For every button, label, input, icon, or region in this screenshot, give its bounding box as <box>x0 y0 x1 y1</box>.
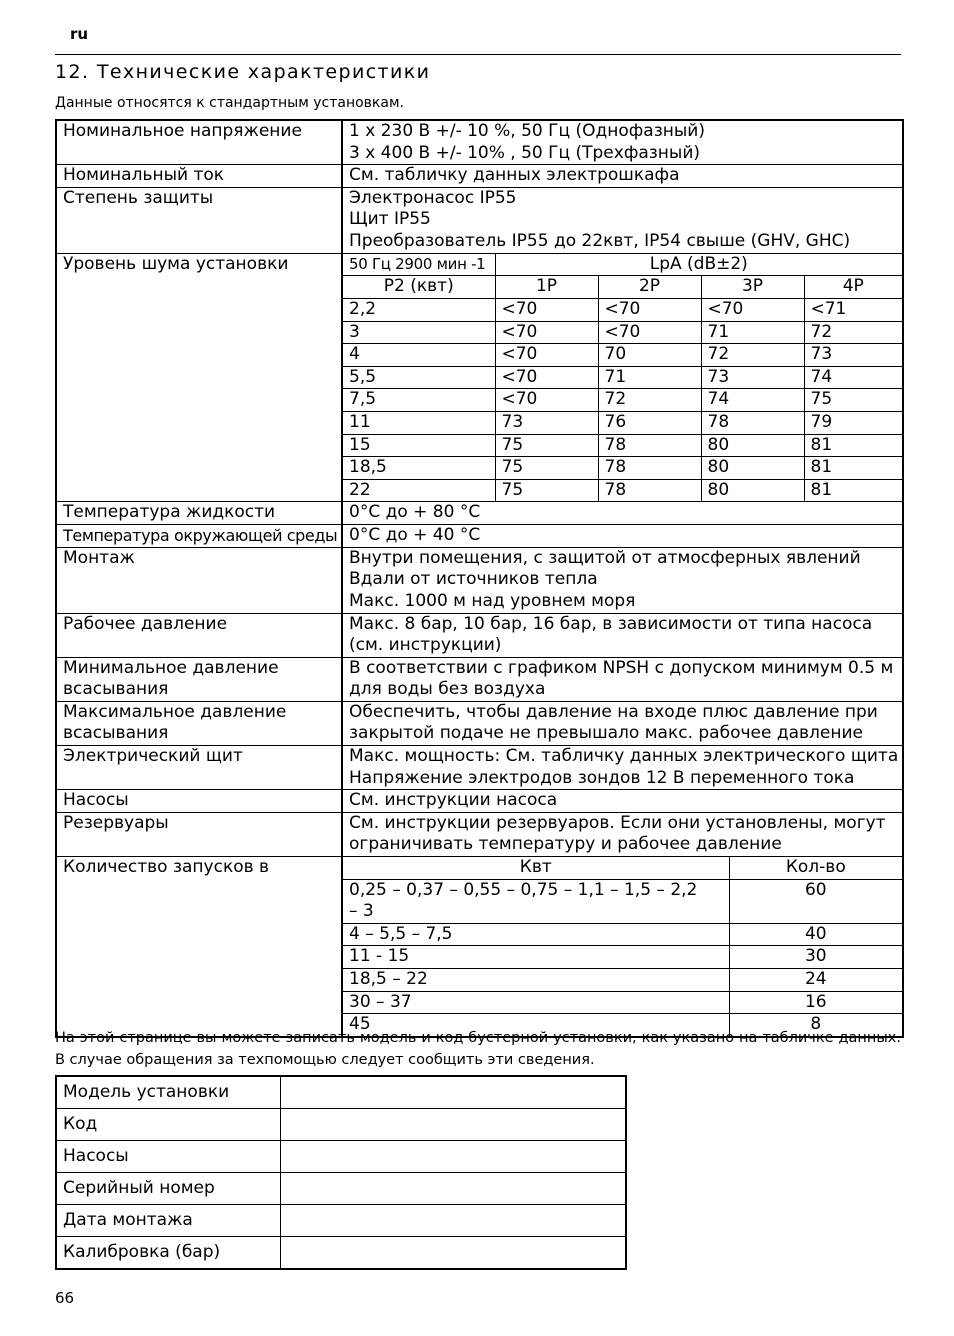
spec-row-max-suction <box>56 701 903 745</box>
starts-qty: 8 <box>729 1014 903 1037</box>
min-suction-label <box>56 657 342 701</box>
noise-header-row <box>56 253 903 276</box>
noise-value: <71 <box>804 298 903 321</box>
starts-qty-header: Кол-во <box>729 857 903 880</box>
noise-value: 70 <box>598 344 701 367</box>
noise-value: 78 <box>598 479 701 502</box>
noise-value: 80 <box>701 457 804 480</box>
noise-value: 73 <box>701 366 804 389</box>
noise-value: 75 <box>495 457 598 480</box>
protection-inverter: Преобразователь IP55 до 22квт, IP54 свыше (GHV, GHC) <box>349 230 851 251</box>
noise-value: 78 <box>598 457 701 480</box>
mounting-value <box>342 547 903 613</box>
pressure-value <box>342 613 903 657</box>
voltage-value <box>342 120 903 165</box>
record-label: Калибровка (бар) <box>56 1237 280 1270</box>
min-suction-line-1: В соответствии с графиком NPSH с допуском минимум 0.5 м <box>349 657 894 678</box>
starts-qty: 24 <box>729 969 903 992</box>
max-suction-line-1: Обеспечить, чтобы давление на входе плюс давление при <box>349 701 878 722</box>
noise-value: <70 <box>495 298 598 321</box>
noise-frequency: 50 Гц 2900 мин -1 <box>342 253 495 276</box>
starts-label: Количество запусков в <box>56 857 342 1037</box>
noise-value: 81 <box>804 434 903 457</box>
record-label: Насосы <box>56 1141 280 1173</box>
noise-value: 80 <box>701 479 804 502</box>
noise-value: 80 <box>701 434 804 457</box>
record-row <box>56 1141 626 1173</box>
tanks-line-2: ограничивать температуру и рабочее давление <box>349 834 782 855</box>
noise-power: 2,2 <box>342 298 495 321</box>
starts-qty: 60 <box>729 879 903 923</box>
noise-value: 75 <box>495 479 598 502</box>
record-field-serial[interactable] <box>280 1173 626 1205</box>
voltage-three-phase: 3 x 400 В +/- 10% , 50 Гц (Трехфазный) <box>349 142 701 163</box>
record-field-install-date[interactable] <box>280 1205 626 1237</box>
noise-value: 81 <box>804 457 903 480</box>
starts-qty: 30 <box>729 946 903 969</box>
header-divider <box>55 54 901 55</box>
current-label: Номинальный ток <box>56 165 342 188</box>
noise-p2-header: P2 (квт) <box>342 276 495 299</box>
noise-value: 71 <box>598 366 701 389</box>
noise-value: 75 <box>804 389 903 412</box>
record-label: Дата монтажа <box>56 1205 280 1237</box>
noise-pole-header: 1P <box>495 276 598 299</box>
record-row <box>56 1109 626 1141</box>
mounting-indoor: Внутри помещения, с защитой от атмосферных явлений <box>349 547 861 568</box>
min-suction-line-2: для воды без воздуха <box>349 679 546 700</box>
noise-value: 71 <box>701 321 804 344</box>
noise-power: 18,5 <box>342 457 495 480</box>
min-suction-label-line-1: Минимальное давление <box>63 657 279 678</box>
tanks-value <box>342 812 903 856</box>
starts-qty: 16 <box>729 991 903 1014</box>
mounting-altitude: Макс. 1000 м над уровнем моря <box>349 590 636 611</box>
record-row <box>56 1205 626 1237</box>
language-code: ru <box>70 25 89 43</box>
record-field-code[interactable] <box>280 1109 626 1141</box>
record-field-pumps[interactable] <box>280 1141 626 1173</box>
noise-value: <70 <box>495 321 598 344</box>
max-suction-value <box>342 701 903 745</box>
voltage-single-phase: 1 x 230 В +/- 10 %, 50 Гц (Однофазный) <box>349 121 705 141</box>
starts-kw: 4 – 5,5 – 7,5 <box>342 923 729 946</box>
max-suction-label-line-2: всасывания <box>63 723 169 744</box>
noise-value: <70 <box>701 298 804 321</box>
intro-text: Данные относятся к стандартным установкам. <box>55 95 404 111</box>
noise-label: Уровень шума установки <box>56 253 342 502</box>
min-suction-label-line-2: всасывания <box>63 679 169 700</box>
protection-value <box>342 187 903 253</box>
noise-power: 22 <box>342 479 495 502</box>
mounting-label: Монтаж <box>56 547 342 613</box>
noise-value: 74 <box>804 366 903 389</box>
noise-value: 81 <box>804 479 903 502</box>
noise-power: 3 <box>342 321 495 344</box>
panel-value <box>342 746 903 790</box>
spec-row-pressure <box>56 613 903 657</box>
noise-power: 4 <box>342 344 495 367</box>
noise-power: 15 <box>342 434 495 457</box>
spec-row-protection <box>56 187 903 253</box>
noise-pole-header: 4P <box>804 276 903 299</box>
tanks-line-1: См. инструкции резервуаров. Если они установлены, могут <box>349 812 886 833</box>
starts-kw: 0,25 – 0,37 – 0,55 – 0,75 – 1,1 – 1,5 – 2,2 – 3 <box>342 879 729 923</box>
noise-value: 78 <box>701 411 804 434</box>
liquid-temperature-value: 0°C до + 80 °C <box>342 502 903 525</box>
noise-value: 72 <box>701 344 804 367</box>
spec-row-ambient-temperature <box>56 524 903 547</box>
liquid-temperature-label: Температура жидкости <box>56 502 342 525</box>
starts-qty: 40 <box>729 923 903 946</box>
noise-value: 79 <box>804 411 903 434</box>
panel-label: Электрический щит <box>56 746 342 790</box>
starts-kw: 45 <box>342 1014 729 1037</box>
max-suction-label-line-1: Максимальное давление <box>63 701 287 722</box>
min-suction-value <box>342 657 903 701</box>
pressure-line-2: (см. инструкции) <box>349 635 502 656</box>
pumps-value: См. инструкции насоса <box>342 790 903 813</box>
spec-row-min-suction <box>56 657 903 701</box>
noise-lpa-header: LpA (dB±2) <box>495 253 903 276</box>
section-title: 12. Технические характеристики <box>55 61 431 83</box>
noise-power: 5,5 <box>342 366 495 389</box>
record-label: Модель установки <box>56 1076 280 1109</box>
mounting-heat: Вдали от источников тепла <box>349 569 598 590</box>
pressure-label: Рабочее давление <box>56 613 342 657</box>
record-field-calibration[interactable] <box>280 1237 626 1270</box>
tanks-label: Резервуары <box>56 812 342 856</box>
record-field-model[interactable] <box>280 1076 626 1109</box>
starts-kw: 18,5 – 22 <box>342 969 729 992</box>
record-note: На этой странице вы можете записать модель и код бустерной установки, как указано на табличке данных. В случае обращения за техпомощью следует сообщить эти сведения. <box>55 1030 901 1068</box>
starts-kw: 11 - 15 <box>342 946 729 969</box>
spec-row-voltage <box>56 120 903 165</box>
pressure-line-1: Макс. 8 бар, 10 бар, 16 бар, в зависимости от типа насоса <box>349 613 873 634</box>
voltage-label: Номинальное напряжение <box>56 120 342 165</box>
noise-value: <70 <box>495 344 598 367</box>
spec-row-panel <box>56 746 903 790</box>
current-value: См. табличку данных электрошкафа <box>342 165 903 188</box>
noise-value: 78 <box>598 434 701 457</box>
max-suction-line-2: закрытой подаче не превышало макс. рабочее давление <box>349 723 863 744</box>
noise-value: <70 <box>495 366 598 389</box>
spec-row-mounting <box>56 547 903 613</box>
noise-power: 11 <box>342 411 495 434</box>
record-label: Код <box>56 1109 280 1141</box>
noise-value: <70 <box>495 389 598 412</box>
spec-row-tanks <box>56 812 903 856</box>
noise-value: 72 <box>804 321 903 344</box>
panel-probe-voltage: Напряжение электродов зондов 12 В переменного тока <box>349 767 855 788</box>
record-row <box>56 1076 626 1109</box>
ambient-temperature-value: 0°C до + 40 °C <box>342 524 903 547</box>
noise-value: <70 <box>598 321 701 344</box>
protection-panel: Щит IP55 <box>349 209 431 230</box>
spec-row-pumps <box>56 790 903 813</box>
record-row <box>56 1237 626 1270</box>
starts-kw: 30 – 37 <box>342 991 729 1014</box>
noise-power: 7,5 <box>342 389 495 412</box>
starts-header-row <box>56 857 903 880</box>
noise-value: 73 <box>804 344 903 367</box>
noise-value: 76 <box>598 411 701 434</box>
max-suction-label <box>56 701 342 745</box>
pumps-label: Насосы <box>56 790 342 813</box>
protection-pump: Электронасос IP55 <box>349 187 517 208</box>
noise-value: 75 <box>495 434 598 457</box>
panel-power: Макс. мощность: См. табличку данных электрического щита <box>349 746 899 767</box>
starts-kw-header: Квт <box>342 857 729 880</box>
page-number: 66 <box>55 1289 75 1307</box>
protection-label: Степень защиты <box>56 187 342 253</box>
spec-row-current <box>56 165 903 188</box>
noise-value: <70 <box>598 298 701 321</box>
noise-pole-header: 2P <box>598 276 701 299</box>
noise-value: 72 <box>598 389 701 412</box>
ambient-temperature-label: Температура окружающей среды <box>56 524 342 547</box>
noise-value: 74 <box>701 389 804 412</box>
technical-specs-table <box>55 119 904 1038</box>
noise-value: 73 <box>495 411 598 434</box>
spec-row-liquid-temperature <box>56 502 903 525</box>
record-row <box>56 1173 626 1205</box>
installation-record-table <box>55 1075 627 1270</box>
record-label: Серийный номер <box>56 1173 280 1205</box>
noise-pole-header: 3P <box>701 276 804 299</box>
